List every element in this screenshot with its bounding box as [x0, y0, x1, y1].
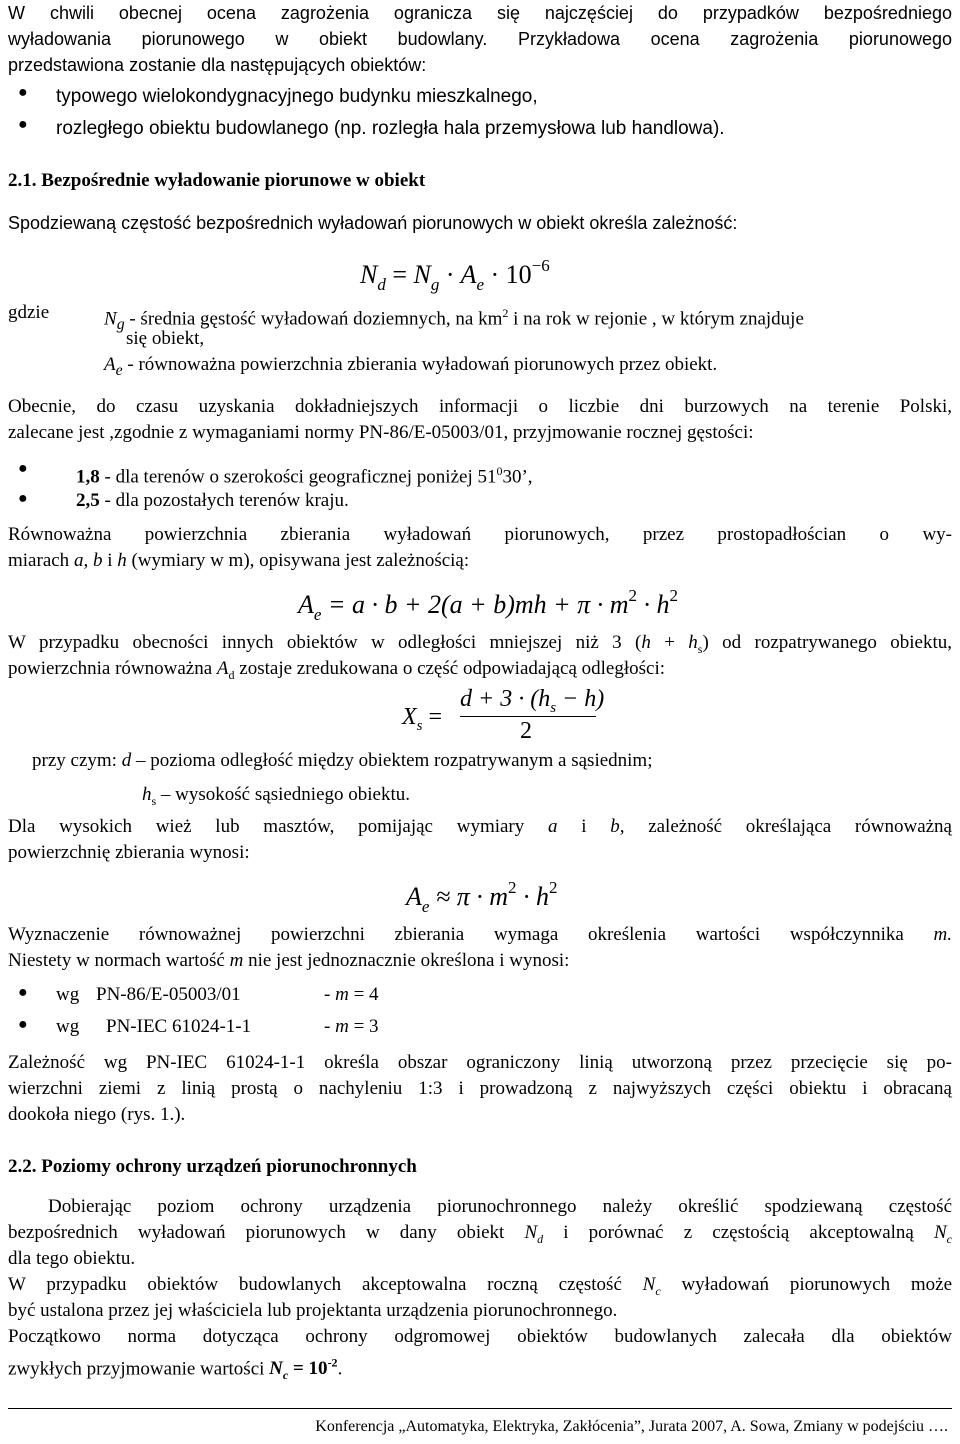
value-item-1: 1,8 - dla terenów o szerokości geograficznej poniżej $51^030$’, [76, 464, 533, 488]
intro-bullet-1: typowego wielokondygnacyjnego budynku mieszkalnego, [56, 86, 538, 107]
bullet-icon: ● [18, 490, 28, 507]
intro-line-1: W chwili obecnej ocena zagrożenia ogranicza się najczęściej do przypadków bezpośredniego [8, 3, 952, 23]
zal-line-2: wierzchni ziemi z linią prostą o nachyleniu 1:3 i prowadzoną z najwyższych części obiektu i obracaną [8, 1078, 952, 1099]
bullet-icon: ● [18, 116, 28, 133]
gdzie-label: gdzie [8, 302, 50, 323]
p3-line-2: zwykłych przyjmowanie wartości $N_c = 10^{-2}$. [8, 1356, 343, 1383]
section-heading-2-2: 2.2. Poziomy ochrony urządzeń piorunochronnych [8, 1156, 417, 1177]
wyzn-line-2: Niestety w normach wartość m nie jest jednoznacznie określona i wynosi: [8, 950, 570, 971]
obecnie-line-1: Obecnie, do czasu uzyskania dokładniejszych informacji o liczbie dni burzowych na terenie Polski, [8, 396, 952, 417]
wiez-line-2: powierzchnię zbierania wynosi: [8, 842, 250, 863]
def-ng-line2: się obiekt, [126, 328, 205, 349]
zal-line-3: dookoła niego (rys. 1.). [8, 1104, 186, 1125]
norm-name-2: PN-IEC 61024-1-1 [106, 1016, 252, 1037]
p2-line-1: W przypadku obiektów budowlanych akceptowalna roczną częstość $N_c$ wyładowań piorunowych może [8, 1274, 953, 1298]
norm-name-1: PN-86/E-05003/01 [96, 984, 241, 1005]
formula-xs-lhs: $X_s$ = [402, 704, 443, 734]
fraction-bar [460, 716, 596, 717]
def-ng: $N_g$ - średnia gęstość wyładowań doziemnych, na $km^2$ i na rok w rejonie , w którym znajduje [104, 306, 804, 334]
def-ae: $A_e$ - równoważna powierzchnia zbierania wyładowań piorunowych przez obiekt. [104, 354, 718, 379]
przy-czym: przy czym: d – pozioma odległość między obiektem rozpatrywanym a sąsiednim; [32, 750, 653, 771]
rown-line-1: Równoważna powierzchnia zbierania wyładowań piorunowych, przez prostopadłościan o wy- [8, 524, 952, 545]
przypadek-line-2: powierzchnia równoważna $A_d$ zostaje zredukowana o część odpowiadającą odległości: [8, 658, 666, 682]
norm-value-1: - m = 4 [324, 984, 379, 1005]
bullet-icon: ● [18, 460, 28, 477]
p2-line-2: być ustalona przez jej właściciela lub projektanta urządzenia piorunochronnego. [8, 1300, 618, 1321]
formula-ae: $A_e = a \cdot b + 2(a + b)mh + \pi \cdot m^2 \cdot h^2$ [298, 586, 679, 624]
p1-line-1: Dobierając poziom ochrony urządzenia piorunochronnego należy określić spodziewaną częstość [48, 1196, 952, 1217]
formula-xs-denominator: 2 [520, 718, 532, 744]
bullet-icon: ● [18, 1016, 28, 1033]
rown-line-2: miarach a, b i h (wymiary w m), opisywana jest zależnością: [8, 550, 470, 571]
norm-wg-1: wg [56, 984, 80, 1005]
p1-line-3: dla tego obiektu. [8, 1248, 136, 1269]
formula-nd: $N_d = N_g \cdot A_e \cdot 10^{-6}$ [360, 256, 550, 294]
intro-line-3: przedstawiona zostanie dla następujących obiektów: [8, 55, 427, 75]
zal-line-1: Zależność wg PN-IEC 61024-1-1 określa obszar ograniczony linią utworzoną przez przecięcie się po- [8, 1052, 952, 1073]
formula-xs-numerator: $d + 3 \cdot (h_s - h)$ [460, 686, 605, 716]
obecnie-line-2: zalecane jest ,zgodnie z wymaganiami normy PN-86/E-05003/01, przyjmowanie rocznej gęstości: [8, 422, 754, 443]
norm-value-2: - m = 3 [324, 1016, 379, 1037]
intro-line-2: wyładowania piorunowego w obiekt budowlany. Przykładowa ocena zagrożenia piorunowego [8, 29, 952, 49]
p3-line-1: Początkowo norma dotycząca ochrony odgromowej obiektów budowlanych zalecała dla obiektów [8, 1326, 952, 1347]
footer-divider [8, 1408, 952, 1409]
bullet-icon: ● [18, 84, 28, 101]
norm-wg-2: wg [56, 1016, 80, 1037]
section1-lead: Spodziewaną częstość bezpośrednich wyładowań piorunowych w obiekt określa zależność: [8, 213, 738, 233]
section-heading-2-1: 2.1. Bezpośrednie wyładowanie piorunowe w obiekt [8, 170, 426, 191]
przypadek-line-1: W przypadku obecności innych obiektów w odległości mniejszej niż 3 $(h + h_s)$ od rozpatrywanego obiektu, [8, 632, 952, 656]
wyzn-line-1: Wyznaczenie równoważnej powierzchni zbierania wymaga określenia wartości współczynnika m. [8, 924, 952, 945]
value-item-2: 2,5 - dla pozostałych terenów kraju. [76, 490, 349, 511]
intro-bullet-2: rozległego obiektu budowlanego (np. rozległa hala przemysłowa lub handlowa). [56, 118, 725, 139]
page-footer: Konferencja „Automatyka, Elektryka, Zakłócenia”, Jurata 2007, A. Sowa, Zmiany w podejściu …. [315, 1418, 948, 1435]
hs-definition: $h_s$ – wysokość sąsiedniego obiektu. [142, 784, 410, 808]
bullet-icon: ● [18, 984, 28, 1001]
formula-ae-tower: $A_e \approx \pi \cdot m^2 \cdot h^2$ [406, 878, 558, 916]
wiez-line-1: Dla wysokich wież lub masztów, pomijając wymiary a i b, zależność określająca równoważną [8, 816, 952, 837]
p1-line-2: bezpośrednich wyładowań piorunowych w dany obiekt $N_d$ i porównać z częstością akceptowalną $N_c$ [8, 1222, 952, 1246]
